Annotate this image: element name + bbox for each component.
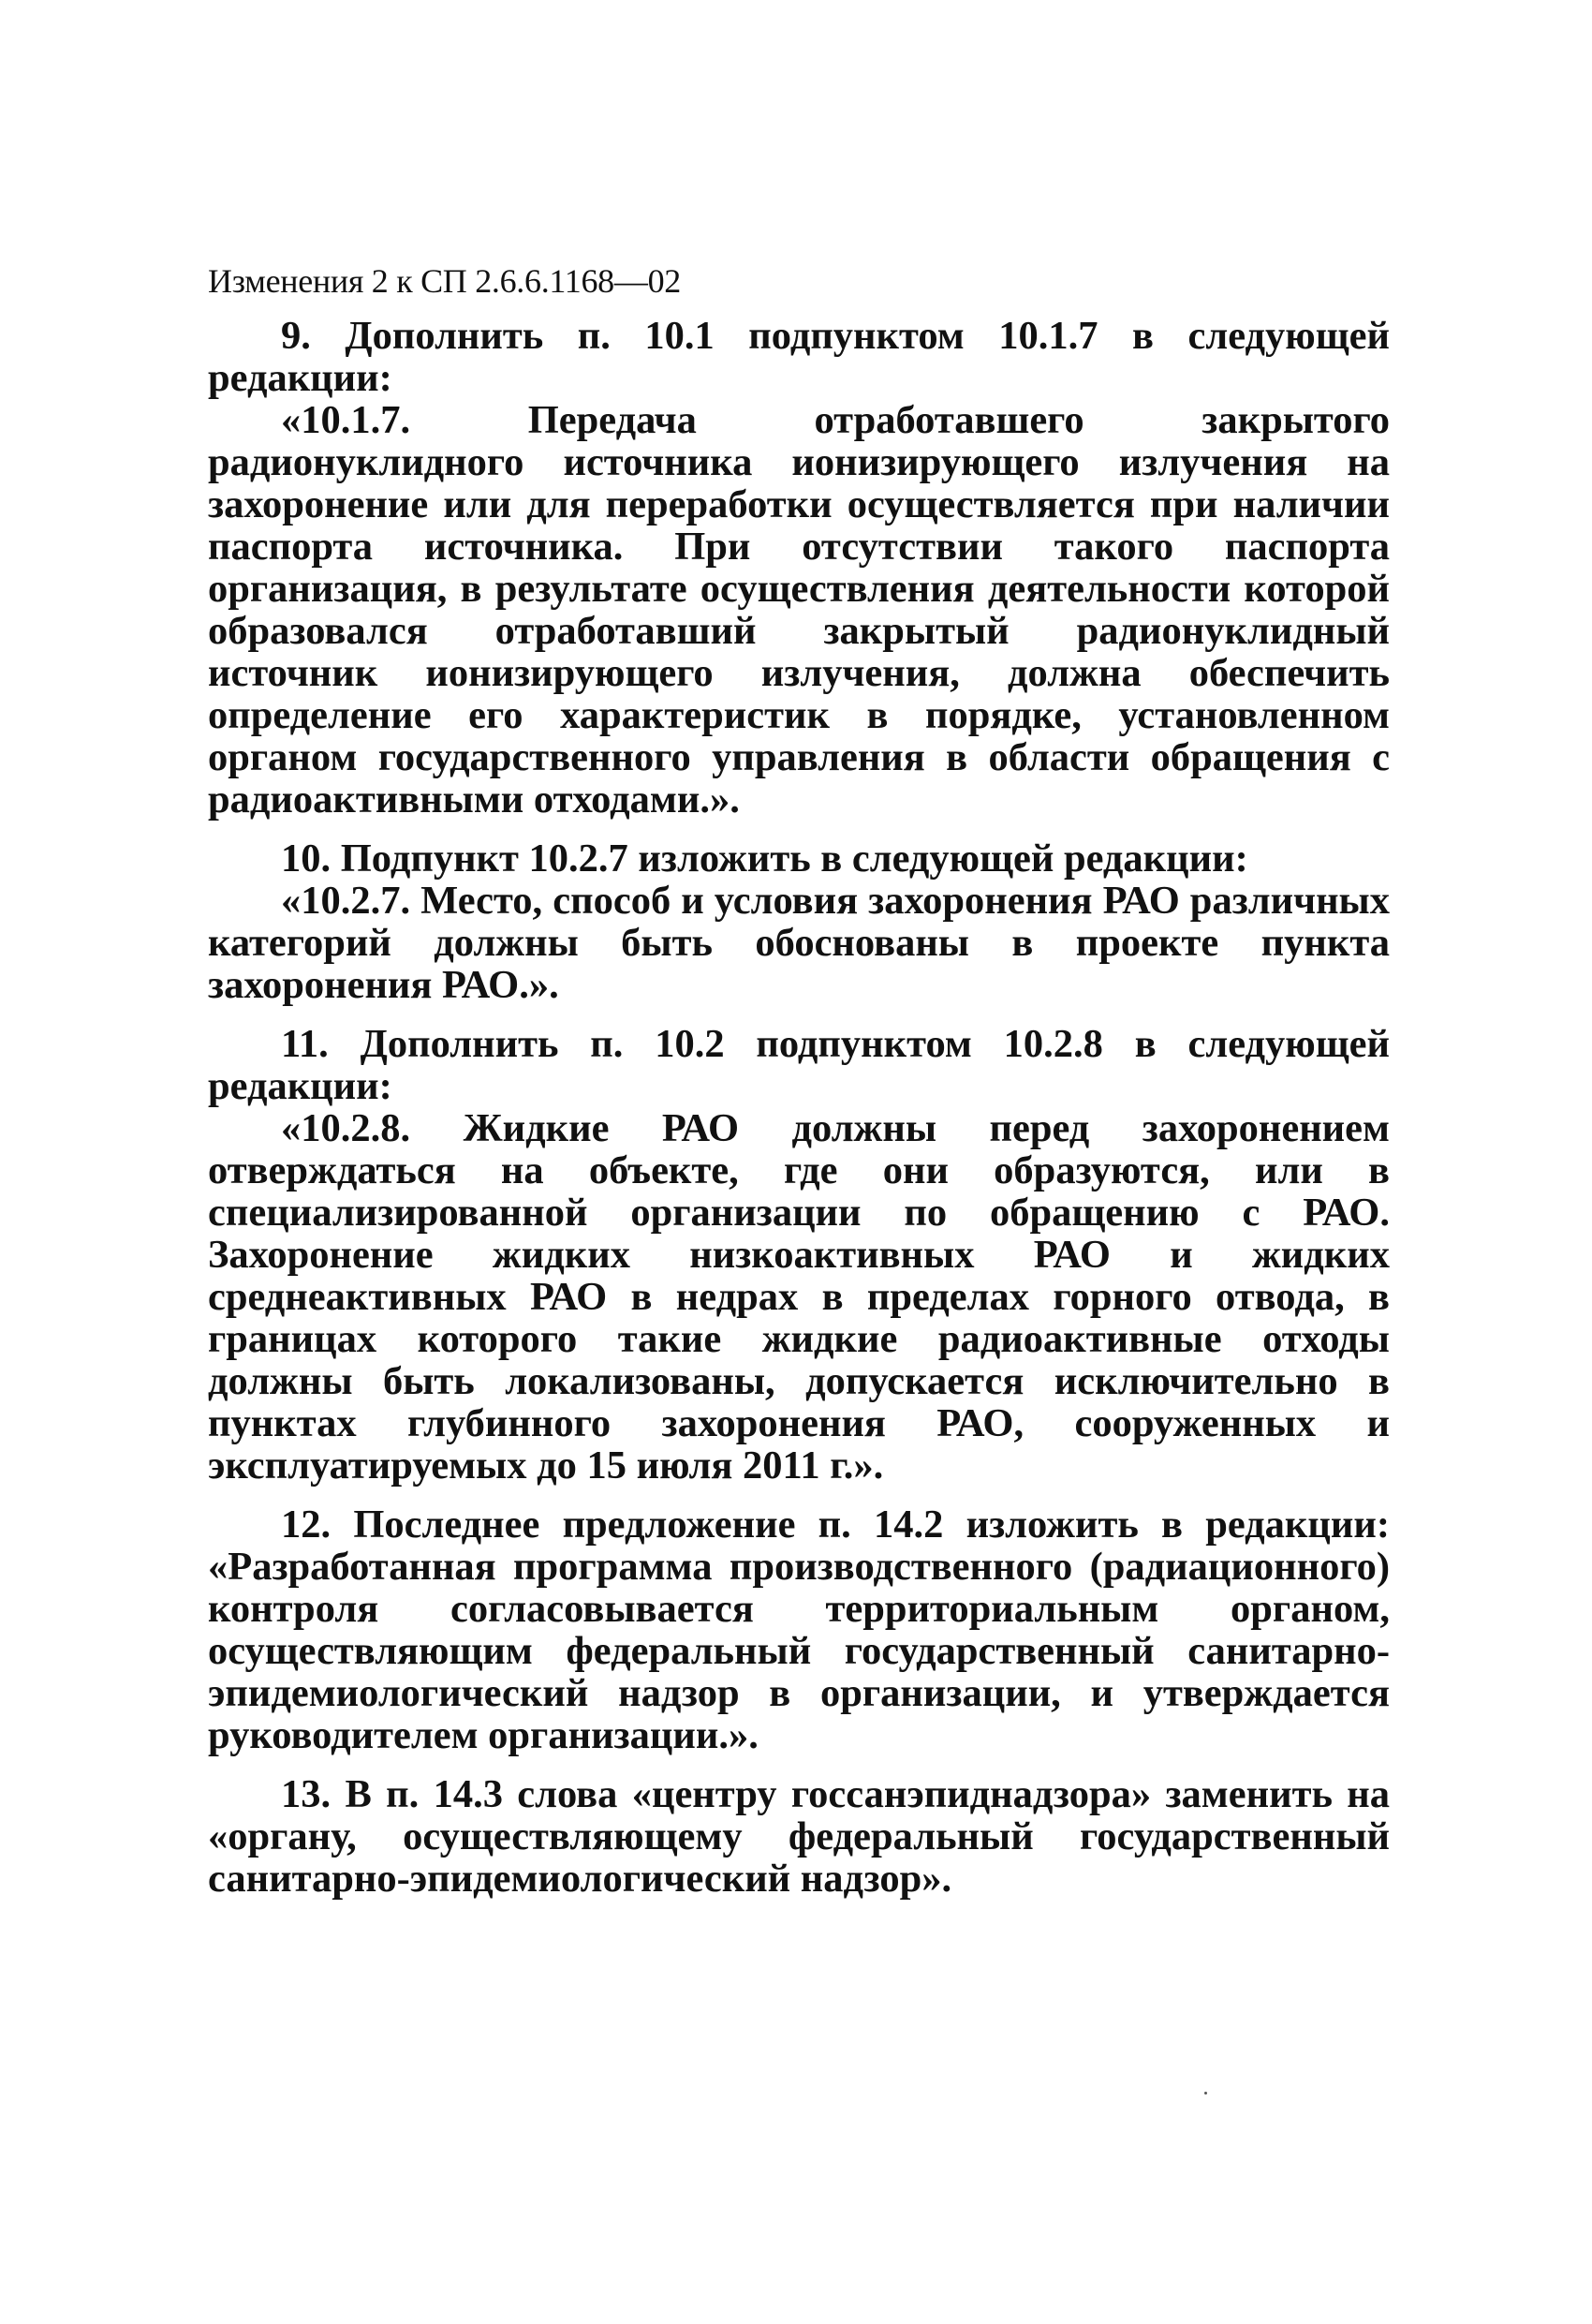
item-9-intro: 9. Дополнить п. 10.1 подпунктом 10.1.7 в следующей редакции: xyxy=(208,314,1390,400)
item-10-quoted-text: «10.2.7. Место, способ и условия захоронения РАО различных категорий должны быть обоснованы в проекте пункта захоронения РАО.». xyxy=(208,879,1390,1007)
scan-speck xyxy=(1204,2092,1207,2095)
item-9-quoted-text: «10.1.7. Передача отработавшего закрытого радионуклидного источника ионизирующего излучения на захоронение или для переработки осуществляется при наличии паспорта источника. При отсутствии такого паспорта организация, в результате осуществления деятельности которой образовался отработавший закрытый радионуклидный источник ионизирующего излучения, должна обеспечить определение его характеристик в порядке, установленном органом государственного управления в области обращения с радиоактивными отходами.». xyxy=(208,398,1390,822)
item-11-intro: 11. Дополнить п. 10.2 подпунктом 10.2.8 в следующей редакции: xyxy=(208,1022,1390,1108)
item-13-text: 13. В п. 14.3 слова «центру госсанэпиднадзора» заменить на «органу, осуществляющему федеральный государственный санитарно-эпидемиологический надзор». xyxy=(208,1772,1390,1901)
item-12-text: 12. Последнее предложение п. 14.2 изложить в редакции: «Разработанная программа производственного (радиационного) контроля согласовывается территориальным органом, осуществляющим федеральный государственный санитарно-эпидемиологический надзор в организации, и утверждается руководителем организации.». xyxy=(208,1502,1390,1757)
running-header: Изменения 2 к СП 2.6.6.1168—02 xyxy=(208,262,681,300)
document-body xyxy=(208,315,1390,1900)
item-10-intro: 10. Подпункт 10.2.7 изложить в следующей редакции: xyxy=(281,836,1248,881)
item-11-quoted-text: «10.2.8. Жидкие РАО должны перед захоронением отверждаться на объекте, где они образуются, или в специализированной организации по обращению с РАО. Захоронение жидких низкоактивных РАО и жидких среднеактивных РАО в недрах в пределах горного отвода, в границах которого такие жидкие радиоактивные отходы должны быть локализованы, допускается исключительно в пунктах глубинного захоронения РАО, сооруженных и эксплуатируемых до 15 июля 2011 г.». xyxy=(208,1106,1390,1488)
